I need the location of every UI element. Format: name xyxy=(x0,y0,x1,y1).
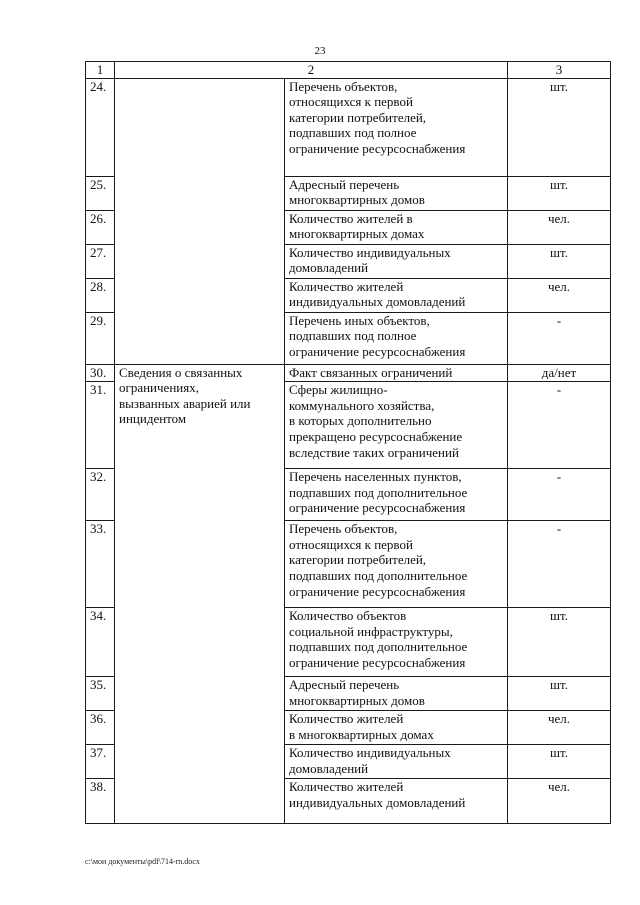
unit-cell: чел. xyxy=(508,711,611,745)
row-number: 34. xyxy=(86,608,115,677)
unit-cell: шт. xyxy=(508,244,611,278)
indicator-text-line: Сферы жилищно- xyxy=(289,382,388,398)
indicator-text-line: ограничение ресурсоснабжения xyxy=(289,140,466,156)
unit-cell: - xyxy=(508,382,611,469)
header-cell-3: 3 xyxy=(508,62,611,79)
indicator-name xyxy=(285,382,508,469)
indicator-text-line: Количество жителей xyxy=(289,278,404,294)
indicator-name xyxy=(285,521,508,608)
indicator-text-line: вследствие таких ограничений xyxy=(289,444,459,460)
indicator-text-line: категории потребителей, xyxy=(289,109,427,125)
unit-cell: - xyxy=(508,312,611,364)
row-number: 29. xyxy=(86,312,115,364)
section-cell xyxy=(115,78,285,364)
indicator-text-line: подпавших под полное xyxy=(289,125,417,141)
row-number: 38. xyxy=(86,779,115,824)
unit-cell: да/нет xyxy=(508,364,611,382)
indicator-text-line: социальной инфраструктуры, xyxy=(289,623,453,639)
indicator-text-line: Перечень объектов, xyxy=(289,521,398,537)
row-number: 28. xyxy=(86,278,115,312)
indicator-name xyxy=(285,469,508,521)
indicator-name xyxy=(285,244,508,278)
unit-cell: чел. xyxy=(508,210,611,244)
indicator-text-line: Адресный перечень xyxy=(289,677,400,693)
row-number: 30. xyxy=(86,364,115,382)
table-row xyxy=(86,78,611,176)
row-number: 27. xyxy=(86,244,115,278)
row-number: 26. xyxy=(86,210,115,244)
section-text-line: Сведения о связанных xyxy=(119,364,243,380)
unit-cell: чел. xyxy=(508,779,611,824)
indicator-name xyxy=(285,608,508,677)
unit-cell: чел. xyxy=(508,278,611,312)
data-table xyxy=(85,61,611,824)
indicator-name xyxy=(285,278,508,312)
row-number: 35. xyxy=(86,677,115,711)
indicator-text-line: многоквартирных домах xyxy=(289,226,425,242)
indicator-text-line: многоквартирных домов xyxy=(289,192,425,208)
unit-cell: шт. xyxy=(508,677,611,711)
indicator-name xyxy=(285,677,508,711)
table-body xyxy=(86,62,611,824)
indicator-text-line: ограничение ресурсоснабжения xyxy=(289,654,466,670)
indicator-text-line: Перечень объектов, xyxy=(289,78,398,94)
unit-cell: шт. xyxy=(508,78,611,176)
section-text-line: вызванных аварией или xyxy=(119,395,251,411)
header-cell-2: 2 xyxy=(115,62,508,79)
indicator-name xyxy=(285,312,508,364)
indicator-name xyxy=(285,745,508,779)
unit-cell: шт. xyxy=(508,176,611,210)
row-number: 37. xyxy=(86,745,115,779)
unit-cell: - xyxy=(508,469,611,521)
indicator-text-line: Количество индивидуальных xyxy=(289,745,451,761)
row-number: 32. xyxy=(86,469,115,521)
table-row xyxy=(86,364,611,382)
indicator-text-line: многоквартирных домов xyxy=(289,692,425,708)
indicator-text-line: Количество жителей xyxy=(289,711,404,727)
indicator-name xyxy=(285,779,508,824)
header-cell-1: 1 xyxy=(86,62,115,79)
row-number: 24. xyxy=(86,78,115,176)
indicator-text-line: Факт связанных ограничений xyxy=(289,364,453,380)
indicator-name xyxy=(285,176,508,210)
indicator-text-line: прекращено ресурсоснабжение xyxy=(289,428,463,444)
indicator-name xyxy=(285,711,508,745)
unit-cell: - xyxy=(508,521,611,608)
section-cell xyxy=(115,364,285,824)
indicator-text-line: Количество жителей xyxy=(289,779,404,795)
page-number: 23 xyxy=(314,45,326,57)
indicator-name xyxy=(285,364,508,382)
indicator-text-line: Количество жителей в xyxy=(289,210,413,226)
footer-file-path: c:\мои документы\pdf\714-rn.docx xyxy=(85,857,200,866)
indicator-text-line: индивидуальных домовладений xyxy=(289,294,466,310)
indicator-text-line: ограничение ресурсоснабжения xyxy=(289,583,466,599)
indicator-text-line: ограничение ресурсоснабжения xyxy=(289,343,466,359)
row-number: 31. xyxy=(86,382,115,469)
section-text-line: ограничениях, xyxy=(119,380,199,396)
indicator-text-line: относящихся к первой xyxy=(289,94,413,110)
indicator-text-line: ограничение ресурсоснабжения xyxy=(289,500,466,516)
unit-cell: шт. xyxy=(508,745,611,779)
indicator-text-line: домовладений xyxy=(289,760,369,776)
indicator-text-line: категории потребителей, xyxy=(289,552,427,568)
unit-cell: шт. xyxy=(508,608,611,677)
row-number: 33. xyxy=(86,521,115,608)
indicator-text-line: Перечень иных объектов, xyxy=(289,312,430,328)
indicator-text-line: подпавших под дополнительное xyxy=(289,567,468,583)
table-header-row xyxy=(86,62,611,79)
indicator-text-line: индивидуальных домовладений xyxy=(289,794,466,810)
indicator-name xyxy=(285,78,508,176)
indicator-text-line: относящихся к первой xyxy=(289,536,413,552)
indicator-text-line: подпавших под полное xyxy=(289,328,417,344)
indicator-text-line: в которых дополнительно xyxy=(289,413,432,429)
indicator-text-line: коммунального хозяйства, xyxy=(289,397,435,413)
indicator-text-line: в многоквартирных домах xyxy=(289,726,434,742)
row-number: 36. xyxy=(86,711,115,745)
indicator-text-line: Перечень населенных пунктов, xyxy=(289,469,462,485)
indicator-name xyxy=(285,210,508,244)
section-text-line: инцидентом xyxy=(119,411,187,427)
indicator-text-line: Адресный перечень xyxy=(289,176,400,192)
indicator-text-line: Количество индивидуальных xyxy=(289,244,451,260)
row-number: 25. xyxy=(86,176,115,210)
indicator-text-line: подпавших под дополнительное xyxy=(289,639,468,655)
indicator-text-line: подпавших под дополнительное xyxy=(289,484,468,500)
indicator-text-line: Количество объектов xyxy=(289,608,407,624)
indicator-text-line: домовладений xyxy=(289,260,369,276)
